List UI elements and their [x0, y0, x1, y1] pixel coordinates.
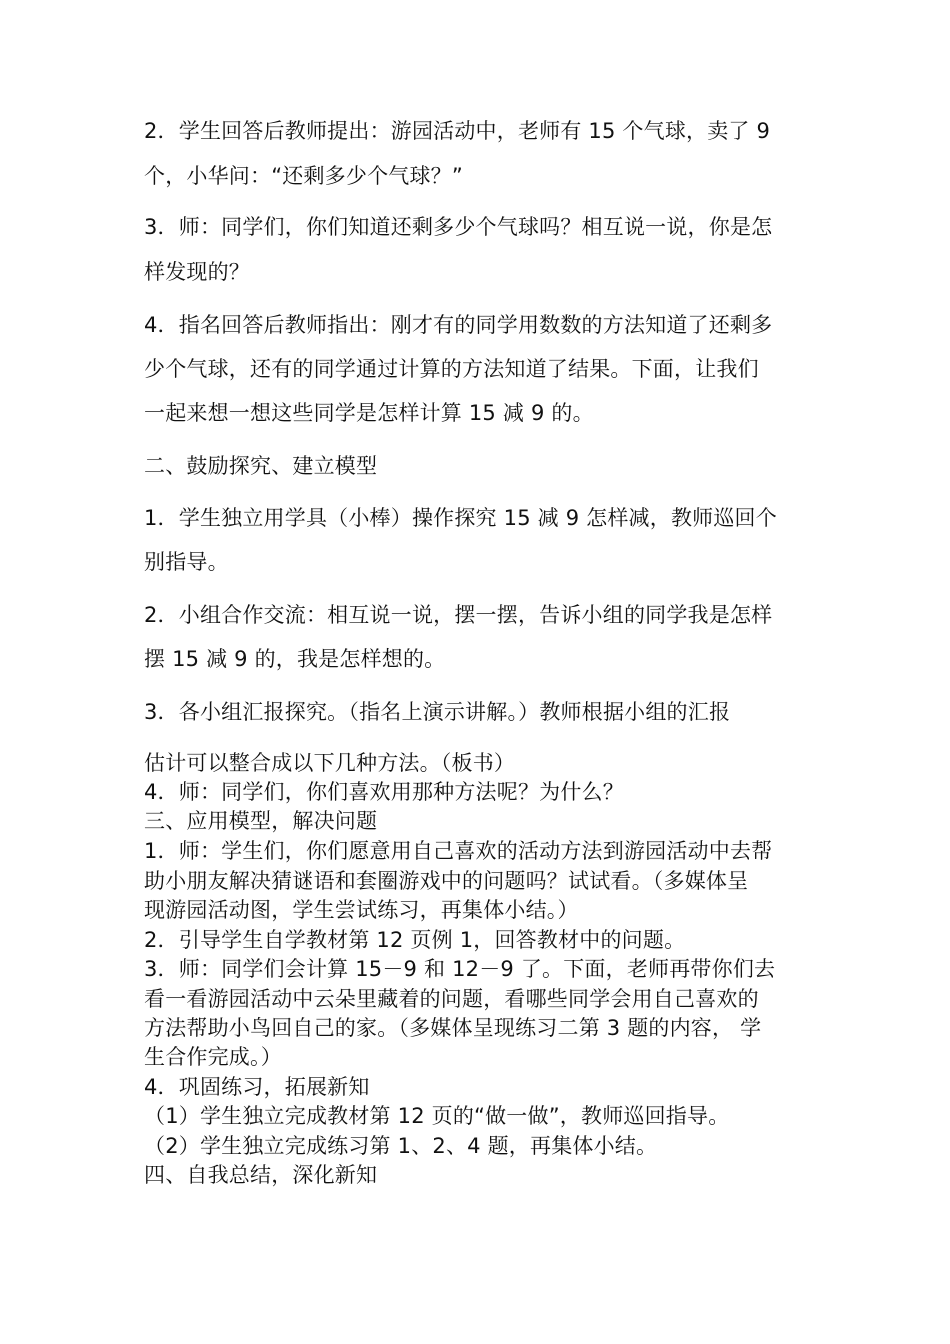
text-line: 3．师：同学们，你们知道还剩多少个气球吗？相互说一说，你是怎 [144, 215, 773, 239]
text-line: 估计可以整合成以下几种方法。（板书） [144, 751, 516, 775]
section-heading: 四、自我总结，深化新知 [144, 1163, 378, 1187]
text-line: 别指导。 [144, 550, 229, 574]
text-line: 生合作完成。） [144, 1045, 282, 1069]
text-line: 样发现的？ [144, 260, 250, 284]
section-heading: 三、应用模型，解决问题 [144, 809, 378, 833]
text-line: （1）学生独立完成教材第 12 页的“做一做”，教师巡回指导。 [144, 1104, 730, 1128]
text-line: 2．小组合作交流：相互说一说，摆一摆，告诉小组的同学我是怎样 [144, 603, 773, 627]
text-line: 4．师：同学们，你们喜欢用那种方法呢？为什么？ [144, 780, 624, 804]
text-line: 4．巩固练习，拓展新知 [144, 1075, 370, 1099]
text-line: 助小朋友解决猜谜语和套圈游戏中的问题吗？试试看。（多媒体呈 [144, 869, 749, 893]
text-line: 3．各小组汇报探究。（指名上演示讲解。）教师根据小组的汇报 [144, 700, 731, 724]
text-line: 看一看游园活动中云朵里藏着的问题，看哪些同学会用自己喜欢的 [144, 987, 759, 1011]
text-line: 1．学生独立用学具（小棒）操作探究 15 减 9 怎样减，教师巡回个 [144, 506, 777, 530]
text-line: 3．师：同学们会计算 15－9 和 12－9 了。下面，老师再带你们去 [144, 957, 776, 981]
text-line: 方法帮助小鸟回自己的家。（多媒体呈现练习二第 3 题的内容， 学 [144, 1016, 762, 1040]
text-line: 4．指名回答后教师指出：刚才有的同学用数数的方法知道了还剩多 [144, 313, 773, 337]
text-line: 少个气球，还有的同学通过计算的方法知道了结果。下面，让我们 [144, 357, 759, 381]
text-line: （2）学生独立完成练习第 1、2、4 题，再集体小结。 [144, 1134, 658, 1158]
text-line: 一起来想一想这些同学是怎样计算 15 减 9 的。 [144, 401, 594, 425]
text-line: 2．引导学生自学教材第 12 页例 1，回答教材中的问题。 [144, 928, 686, 952]
text-line: 1．师：学生们，你们愿意用自己喜欢的活动方法到游园活动中去帮 [144, 839, 773, 863]
section-heading: 二、鼓励探究、建立模型 [144, 454, 378, 478]
text-line: 现游园活动图，学生尝试练习，再集体小结。） [144, 898, 579, 922]
text-line: 摆 15 减 9 的，我是怎样想的。 [144, 647, 446, 671]
text-line: 2．学生回答后教师提出：游园活动中，老师有 15 个气球，卖了 9 [144, 119, 771, 143]
text-line: 个，小华问：“还剩多少个气球？” [144, 164, 463, 188]
